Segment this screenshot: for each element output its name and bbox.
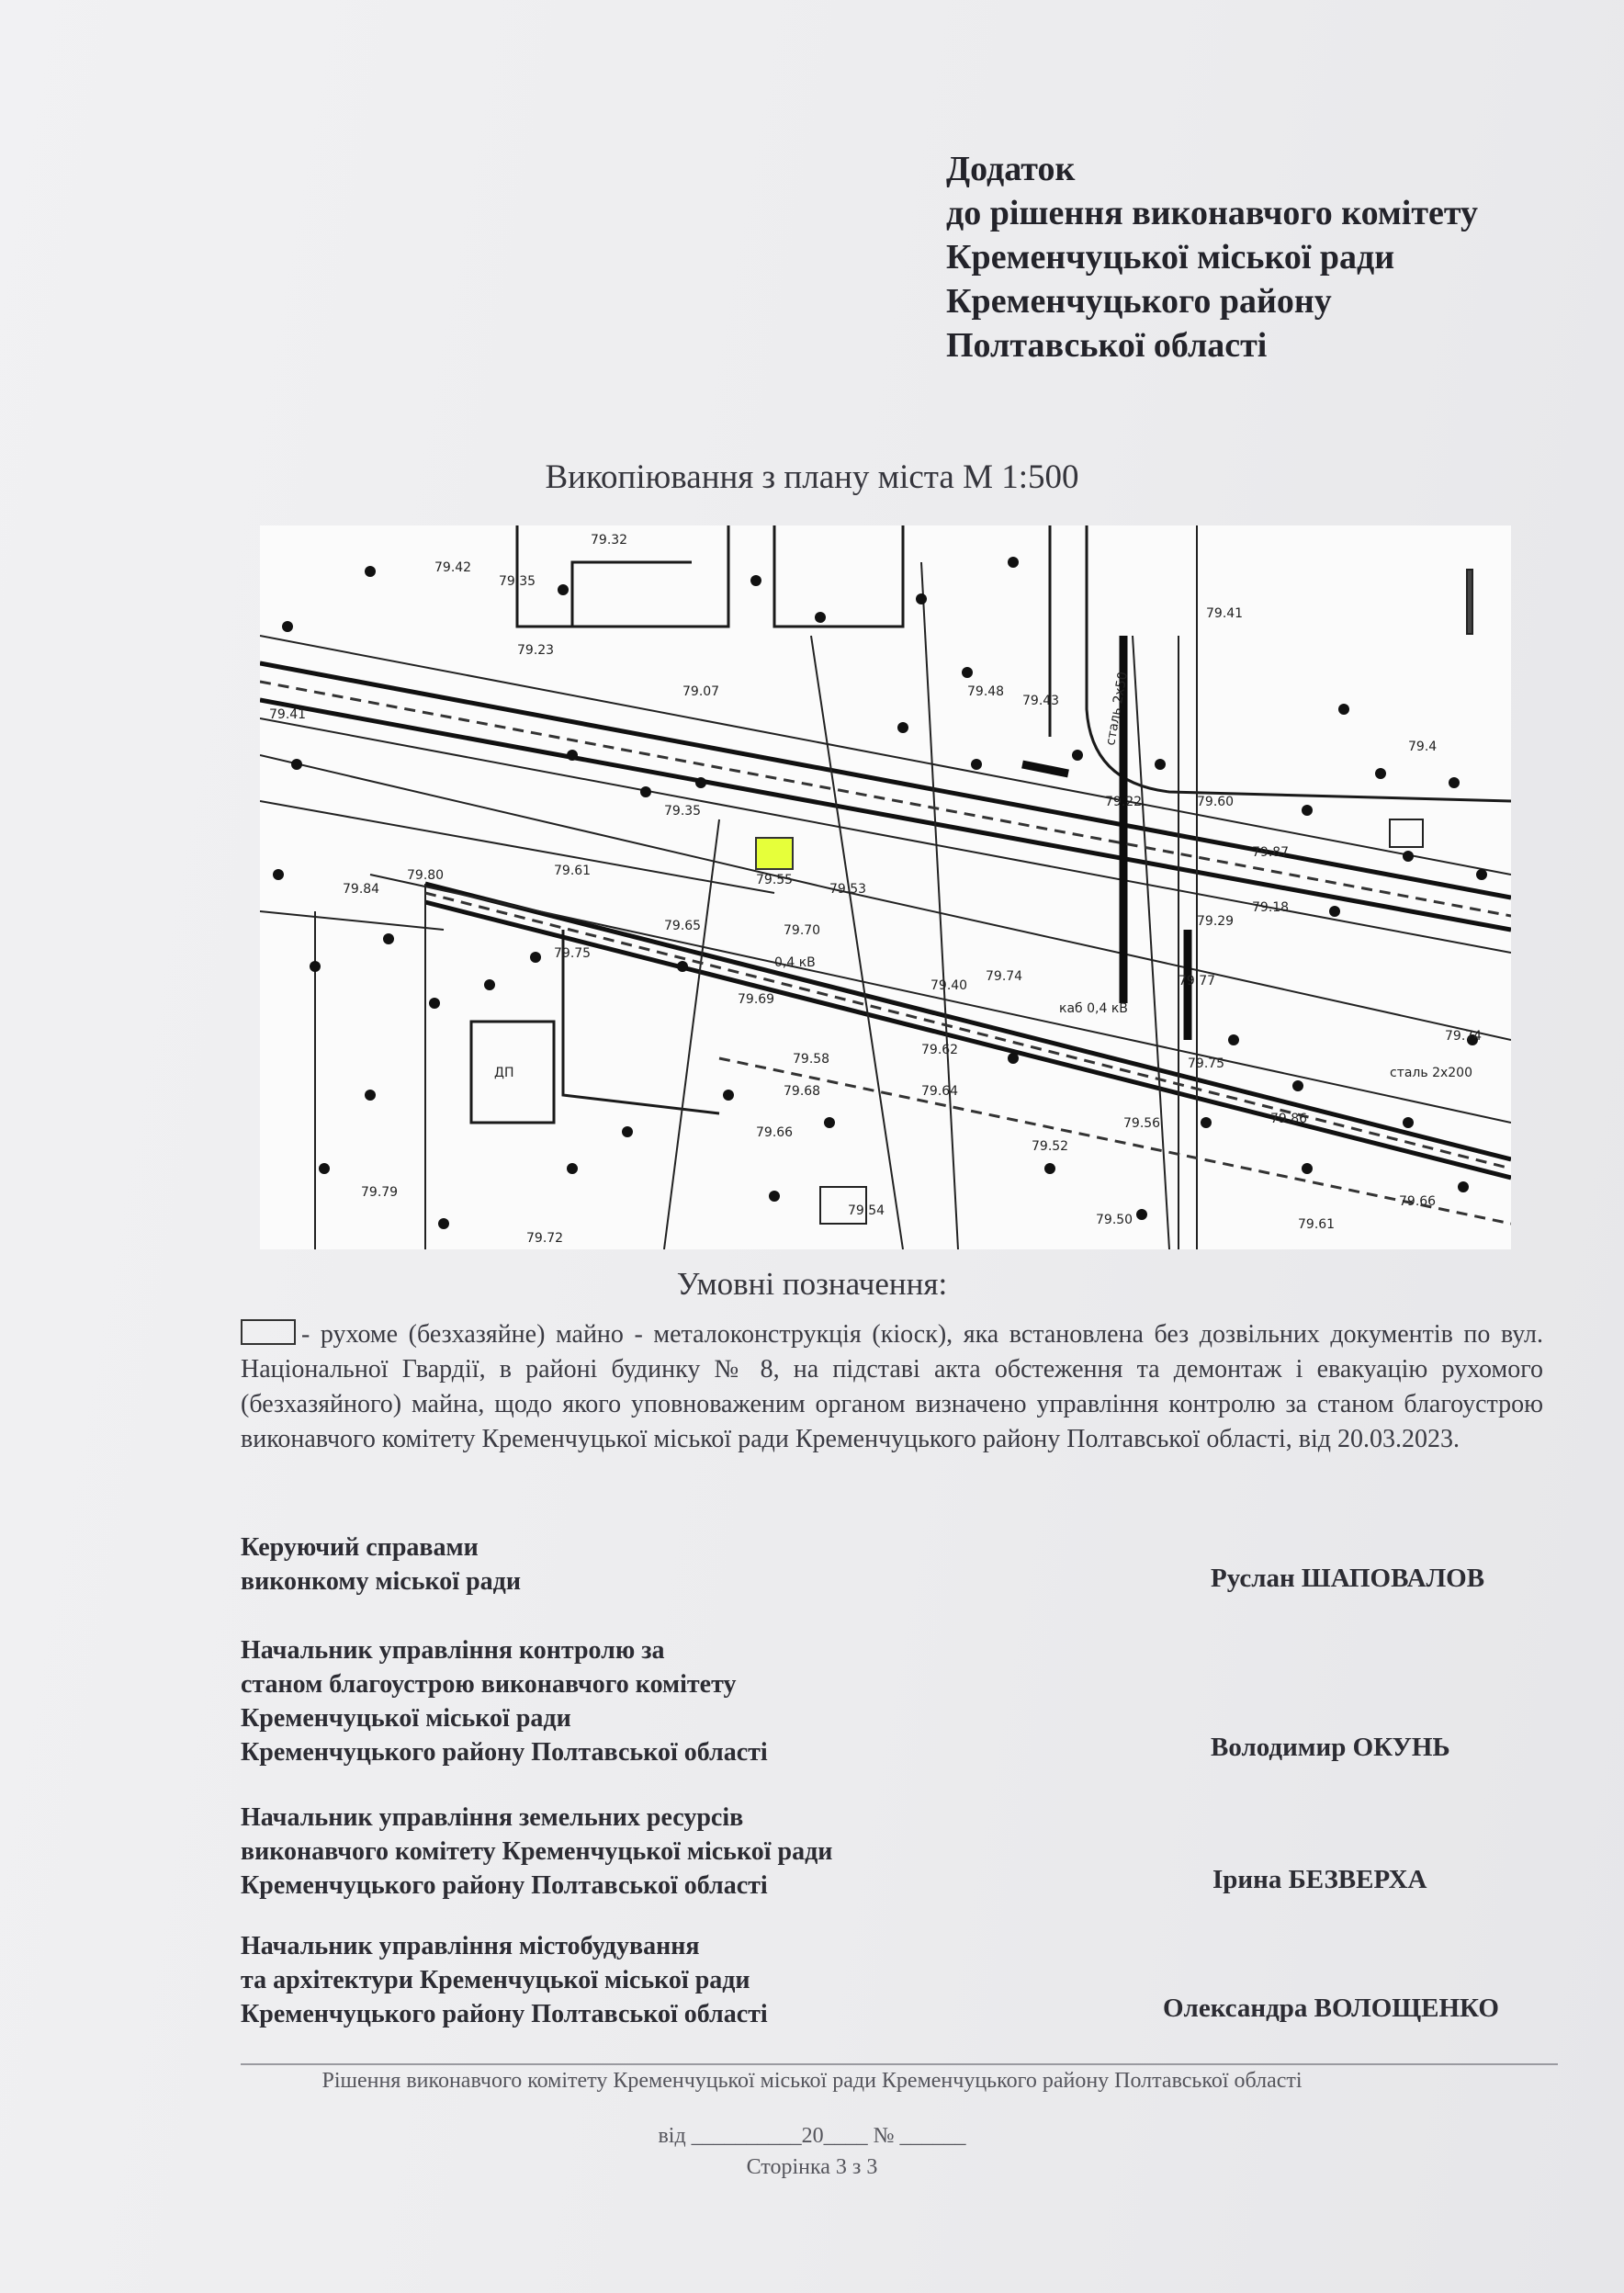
- map-drawing: [260, 525, 1511, 1249]
- map-label: 79.53: [829, 882, 867, 897]
- signature-title: [241, 1531, 521, 1598]
- footer-decision-text: Рішення виконавчого комітету Кременчуцької міської ради Кременчуцького району Полтавської області: [321, 2069, 1303, 2093]
- map-label: 79.87: [1252, 845, 1290, 860]
- legend-kiosk-symbol: [241, 1319, 296, 1345]
- map-label: 79.29: [1197, 914, 1235, 929]
- map-label: 79.74: [1445, 1029, 1483, 1044]
- map-label: 79.66: [1399, 1194, 1437, 1209]
- signature-title: [241, 1801, 832, 1903]
- map-label: 79.50: [1096, 1213, 1133, 1227]
- signature-title-line: виконавчого комітету Кременчуцької міської ради: [241, 1837, 833, 1866]
- city-plan-map: [260, 525, 1511, 1249]
- map-label: 79.4: [1408, 740, 1438, 754]
- map-label: каб 0,4 кВ: [1059, 1001, 1128, 1016]
- signature-title-line: та архітектури Кременчуцької міської ради: [241, 1966, 750, 1994]
- signature-title-line: Кременчуцької міської ради: [241, 1704, 571, 1733]
- map-label: 79.23: [517, 643, 555, 658]
- signature-title-line: Начальник управління містобудування: [241, 1932, 700, 1960]
- map-label: 79.43: [1022, 694, 1060, 708]
- map-label: 79.60: [1197, 795, 1235, 809]
- signature-title-line: Кременчуцького району Полтавської області: [241, 1738, 768, 1767]
- map-label: 79.48: [967, 684, 1005, 699]
- legend-paragraph: [241, 1317, 1543, 1457]
- kiosk-marker: [756, 838, 793, 869]
- signature-title: [241, 1633, 768, 1769]
- signatory-name: Олександра ВОЛОЩЕНКО: [1163, 1994, 1499, 2023]
- map-label: 79.79: [361, 1185, 399, 1200]
- header-line: Кременчуцької міської ради: [946, 238, 1395, 277]
- map-label: 79.58: [793, 1052, 830, 1067]
- map-label: 79.80: [407, 868, 445, 883]
- signature-title: [241, 1929, 768, 2031]
- map-label: 79.65: [664, 919, 702, 933]
- signature-title-line: Начальник управління земельних ресурсів: [241, 1803, 744, 1832]
- map-label: 79.64: [921, 1084, 959, 1099]
- signature-title-line: станом благоустрою виконавчого комітету: [241, 1670, 737, 1699]
- map-label: 79.61: [554, 864, 592, 878]
- footer-divider: [241, 2063, 1558, 2065]
- signature-title-line: Керуючий справами: [241, 1533, 479, 1562]
- map-label: 79.55: [756, 873, 794, 887]
- map-label: сталь 2х50: [1103, 671, 1132, 747]
- map-label: 79.54: [848, 1203, 885, 1218]
- map-label: 79.74: [986, 969, 1023, 984]
- map-label: 79.62: [921, 1043, 959, 1057]
- header-line: Кременчуцького району: [946, 282, 1332, 321]
- signature-title-line: Кременчуцького району Полтавської області: [241, 1871, 768, 1900]
- signatory-name: Ірина БЕЗВЕРХА: [1212, 1865, 1427, 1894]
- map-label: 0,4 кВ: [774, 955, 816, 970]
- map-label: 79.22: [1105, 795, 1143, 809]
- signature-title-line: Кременчуцького району Полтавської області: [241, 2000, 768, 2028]
- legend-title: Умовні позначення:: [676, 1266, 948, 1302]
- map-label: 79.72: [526, 1231, 564, 1246]
- map-label: 79.66: [756, 1125, 794, 1140]
- signatory-name: Руслан ШАПОВАЛОВ: [1211, 1564, 1485, 1593]
- map-title: Викопіювання з плану міста М 1:500: [545, 458, 1079, 496]
- map-label: ДП: [494, 1066, 514, 1080]
- map-label: 79.35: [499, 574, 536, 589]
- signature-title-line: Начальник управління контролю за: [241, 1636, 665, 1665]
- signatory-name: Володимир ОКУНЬ: [1211, 1733, 1450, 1762]
- map-label: 79.77: [1179, 974, 1216, 988]
- map-label: 79.18: [1252, 900, 1290, 915]
- footer-date-line: від __________20____ № ______: [658, 2124, 966, 2148]
- map-label: 79.32: [591, 533, 628, 548]
- map-label: 79.40: [930, 978, 968, 993]
- map-label: 79.84: [343, 882, 380, 897]
- map-label: 79.70: [784, 923, 821, 938]
- map-label: 79.68: [784, 1084, 821, 1099]
- map-label: 79.07: [682, 684, 720, 699]
- map-label: 79.86: [1270, 1112, 1308, 1126]
- signature-title-line: виконкому міської ради: [241, 1567, 521, 1596]
- map-label: 79.42: [434, 560, 472, 575]
- map-label: 79.61: [1298, 1217, 1336, 1232]
- map-label: 79.52: [1032, 1139, 1069, 1154]
- map-label: сталь 2х200: [1390, 1066, 1472, 1080]
- map-label: 79.75: [554, 946, 592, 961]
- header-line: до рішення виконавчого комітету: [946, 194, 1479, 232]
- legend-text: - рухоме (безхазяйне) майно - металоконструкція (кіоск), яка встановлена без дозвільних документів по вул. Національної Гвардії, в районі будинку № 8, на підставі акта обстеження та демонтаж і евакуацію рухомого (безхазяйного) майна, щодо якого уповноваженим органом визначено управління контролю за станом благоустрою виконавчого комітету Кременчуцької міської ради Кременчуцького району Полтавської області, від 20.03.2023.: [241, 1320, 1543, 1453]
- header-line: Полтавської області: [946, 326, 1268, 365]
- page-number: Сторінка 3 з 3: [746, 2155, 878, 2179]
- appendix-header: [946, 147, 1478, 367]
- map-label: 79.35: [664, 804, 702, 819]
- map-label: 79.56: [1123, 1116, 1161, 1131]
- map-label: 79.75: [1188, 1056, 1225, 1071]
- map-label: 79.41: [1206, 606, 1244, 621]
- map-label: 79.41: [269, 707, 307, 722]
- header-line: Додаток: [946, 150, 1076, 188]
- map-label: 79.69: [738, 992, 775, 1007]
